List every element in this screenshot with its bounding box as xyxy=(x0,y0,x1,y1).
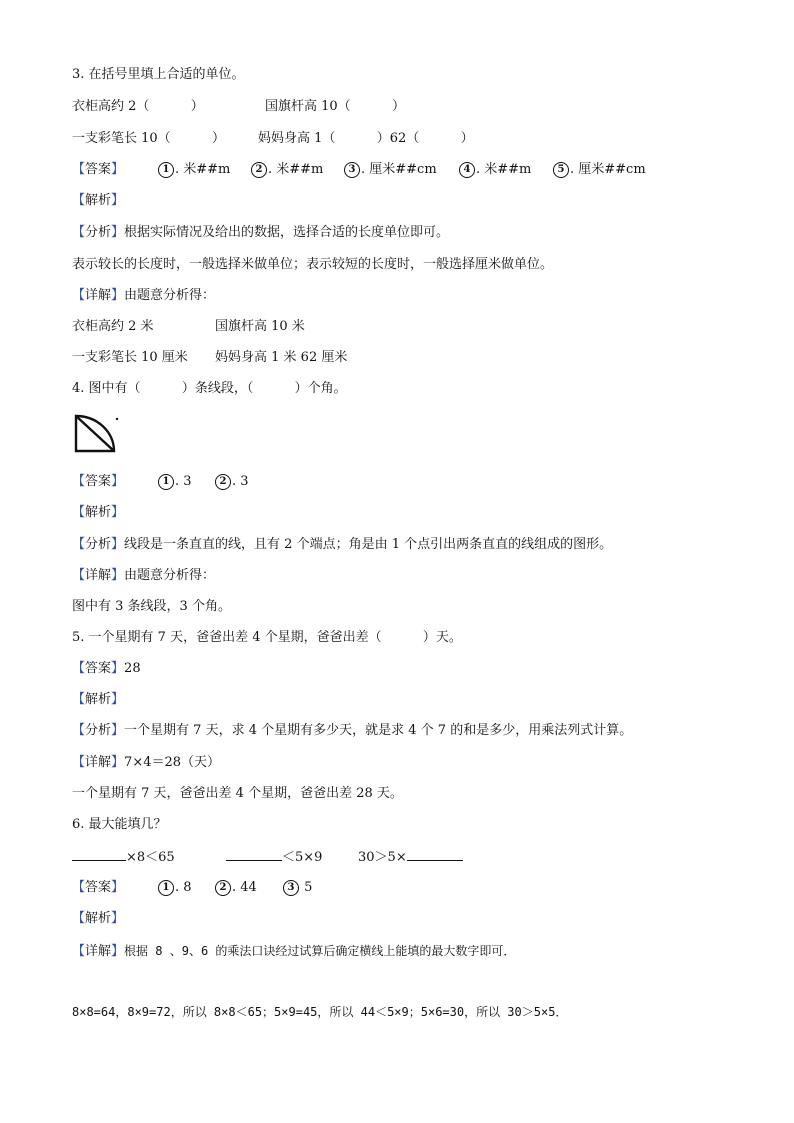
q4-answer-1: 1 . 3 xyxy=(158,473,192,491)
q5-xiangjie: 【详解】7×4＝28（天） xyxy=(72,755,221,770)
q3-answer-1: 1 . 米##m xyxy=(158,161,230,179)
q3-row1a: 衣柜高约 2（ ） xyxy=(72,99,204,114)
q3-xiangjie: 【详解】由题意分析得： xyxy=(72,288,216,303)
q4-fenxi: 【分析】线段是一条直直的线，且有 2 个端点；角是由 1 个点引出两条直直的线组成的图形。 xyxy=(72,537,613,552)
q6-detail: 8×8=64，8×9=72，所以 8×8＜65；5×9=45，所以 44＜5×9；5×6=30，所以 30＞5×5． xyxy=(72,1005,568,1019)
q4-detail: 图中有 3 条线段，3 个角。 xyxy=(72,599,231,614)
q6-answer-tag: 【答案】 xyxy=(72,880,125,895)
q5-detail: 一个星期有 7 天，爸爸出差 4 个星期，爸爸出差 28 天。 xyxy=(72,786,403,801)
answer-blank[interactable] xyxy=(226,848,282,861)
q3-fenxi-2: 表示较长的长度时，一般选择米做单位；表示较短的长度时，一般选择厘米做单位。 xyxy=(72,257,554,272)
q3-detail-2a: 一支彩笔长 10 厘米 xyxy=(72,350,188,365)
q4-xiangjie: 【详解】由题意分析得： xyxy=(72,568,216,583)
q4-answer-2: 2 . 3 xyxy=(215,473,249,491)
q5-answer: 【答案】28 xyxy=(72,661,141,676)
q5-title: 5. 一个星期有 7 天，爸爸出差 4 个星期，爸爸出差（ ）天。 xyxy=(72,630,462,645)
q3-row2a: 一支彩笔长 10（ ） xyxy=(72,131,225,146)
q6-blank-2: ＜5×9 xyxy=(226,848,322,867)
q6-answer-2: 2 . 44 xyxy=(215,879,257,897)
q3-jiexi-tag: 【解析】 xyxy=(72,193,125,208)
q4-title: 4. 图中有（ ）条线段，（ ）个角。 xyxy=(72,381,347,396)
q3-answer-3: 3 . 厘米##cm xyxy=(344,161,437,179)
q4-answer-tag: 【答案】 xyxy=(72,474,125,489)
q3-detail-1a: 衣柜高约 2 米 xyxy=(72,319,154,334)
q6-blank-1: ×8＜65 xyxy=(72,848,175,867)
q6-blank-3: 30＞5× xyxy=(358,848,463,867)
q6-answer-3: 3 5 xyxy=(283,879,312,897)
answer-blank[interactable] xyxy=(72,848,126,861)
q3-answer-tag: 【答案】 xyxy=(72,162,125,177)
q3-title: 3. 在括号里填上合适的单位。 xyxy=(72,67,245,82)
answer-blank[interactable] xyxy=(407,848,463,861)
q3-row1b: 国旗杆高 10（ ） xyxy=(265,99,405,114)
q3-row2b: 妈妈身高 1（ ）62（ ） xyxy=(258,131,474,146)
q3-fenxi: 【分析】根据实际情况及给出的数据，选择合适的长度单位即可。 xyxy=(72,225,450,240)
sector-figure xyxy=(72,412,122,456)
q6-title: 6. 最大能填几？ xyxy=(72,817,167,832)
q6-jiexi-tag: 【解析】 xyxy=(72,911,125,926)
q6-xiangjie: 【详解】根据 8 、9、6 的乘法口诀经过试算后确定横线上能填的最大数字即可． xyxy=(72,944,516,959)
q4-jiexi-tag: 【解析】 xyxy=(72,505,125,520)
q6-answer-1: 1 . 8 xyxy=(158,879,192,897)
q5-jiexi-tag: 【解析】 xyxy=(72,692,125,707)
q3-answer-2: 2 . 米##m xyxy=(251,161,323,179)
q3-detail-2b: 妈妈身高 1 米 62 厘米 xyxy=(215,350,348,365)
q5-fenxi: 【分析】一个星期有 7 天，求 4 个星期有多少天，就是求 4 个 7 的和是多少，用乘法列式计算。 xyxy=(72,723,633,738)
q3-detail-1b: 国旗杆高 10 米 xyxy=(215,319,305,334)
q3-answer-4: 4 . 米##m xyxy=(459,161,531,179)
q3-answer-5: 5 . 厘米##cm xyxy=(553,161,646,179)
